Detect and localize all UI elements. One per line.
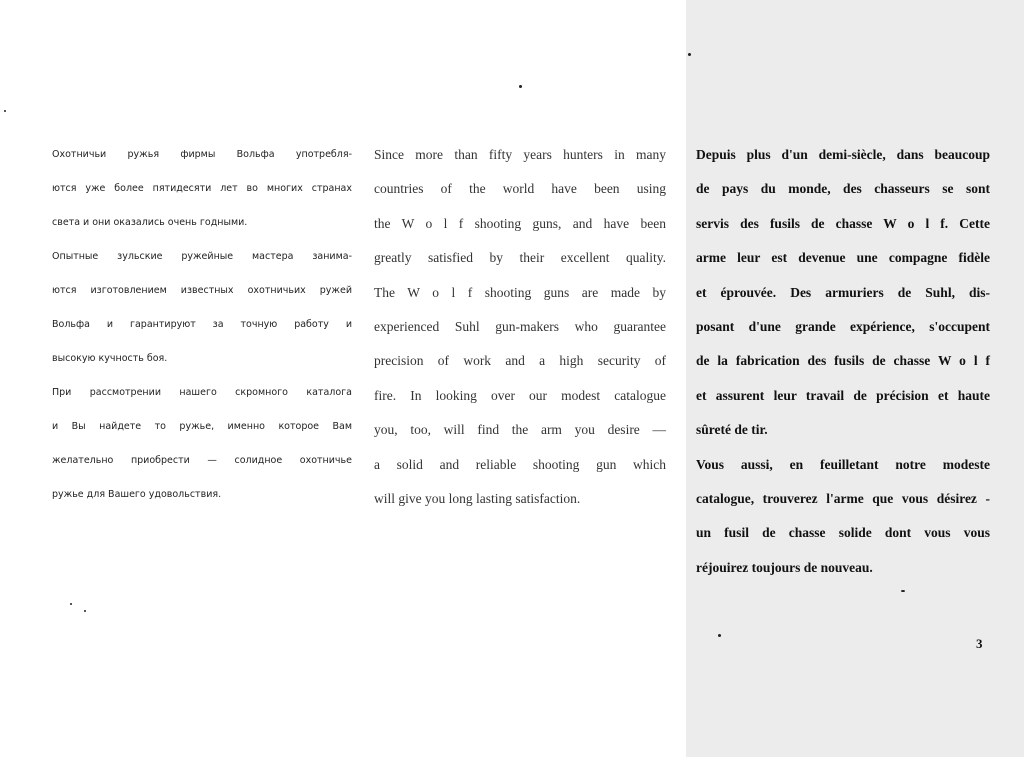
russian-line: Вольфа и гарантируют за точную работу и [52, 319, 352, 330]
russian-line: ются уже более пятидесяти лет во многих странах [52, 183, 352, 194]
english-line: experienced Suhl gun-makers who guarantee [374, 319, 666, 335]
english-line: The W o l f shooting guns are made by [374, 284, 666, 300]
english-text-column [374, 138, 666, 516]
russian-line: Опытные зульские ружейные мастера занима- [52, 251, 352, 262]
english-line: greatly satisfied by their excellent quality. [374, 250, 666, 266]
page-number: 3 [976, 636, 983, 651]
french-line: catalogue, trouverez l'arme que vous désirez - [696, 491, 990, 507]
english-line: you, too, will find the arm you desire — [374, 422, 666, 438]
russian-line: ются изготовлением известных охотничьих ружей [52, 285, 352, 296]
russian-line: высокую кучность боя. [52, 353, 168, 364]
french-text-column [696, 138, 990, 585]
french-line: Depuis plus d'un demi-siècle, dans beaucoup [696, 147, 990, 162]
scan-speck [4, 110, 6, 112]
scan-speck [70, 603, 72, 605]
french-line: de la fabrication des fusils de chasse W o l f [696, 353, 990, 369]
english-line: the W o l f shooting guns, and have been [374, 215, 666, 231]
english-line: a solid and reliable shooting gun which [374, 456, 666, 472]
russian-line: и Вы найдете то ружье, именно которое Вам [52, 421, 352, 432]
russian-line: ружье для Вашего удовольствия. [52, 489, 222, 500]
english-line: fire. In looking over our modest catalogue [374, 387, 666, 403]
scan-speck [84, 610, 86, 612]
scan-speck [718, 634, 721, 637]
scan-speck [688, 53, 691, 56]
english-line: will give you long lasting satisfaction. [374, 491, 581, 507]
french-line: un fusil de chasse solide dont vous vous [696, 525, 990, 541]
french-line: et assurent leur travail de précision et haute [696, 387, 990, 403]
russian-line: Охотничьи ружья фирмы Вольфа употребля- [52, 149, 352, 160]
french-line: Vous aussi, en feuilletant notre modeste [696, 456, 990, 472]
french-line: réjouirez toujours de nouveau. [696, 559, 873, 575]
french-line: posant d'une grande expérience, s'occupent [696, 319, 990, 335]
russian-text-column [52, 138, 352, 512]
russian-line: света и они оказались очень годными. [52, 217, 248, 228]
french-line: arme leur est devenue une compagne fidèle [696, 250, 990, 266]
scan-speck [519, 85, 522, 88]
french-line: sûreté de tir. [696, 422, 768, 438]
english-line: countries of the world have been using [374, 181, 666, 197]
french-line: de pays du monde, des chasseurs se sont [696, 181, 990, 197]
english-line: Since more than fifty years hunters in many [374, 147, 666, 162]
scan-speck [901, 590, 905, 592]
english-line: precision of work and a high security of [374, 353, 666, 369]
russian-line: желательно приобрести — солидное охотничье [52, 455, 352, 466]
french-line: servis des fusils de chasse W o l f. Cette [696, 215, 990, 231]
russian-line: При рассмотрении нашего скромного каталога [52, 387, 352, 398]
french-line: et éprouvée. Des armuriers de Suhl, dis- [696, 284, 990, 300]
